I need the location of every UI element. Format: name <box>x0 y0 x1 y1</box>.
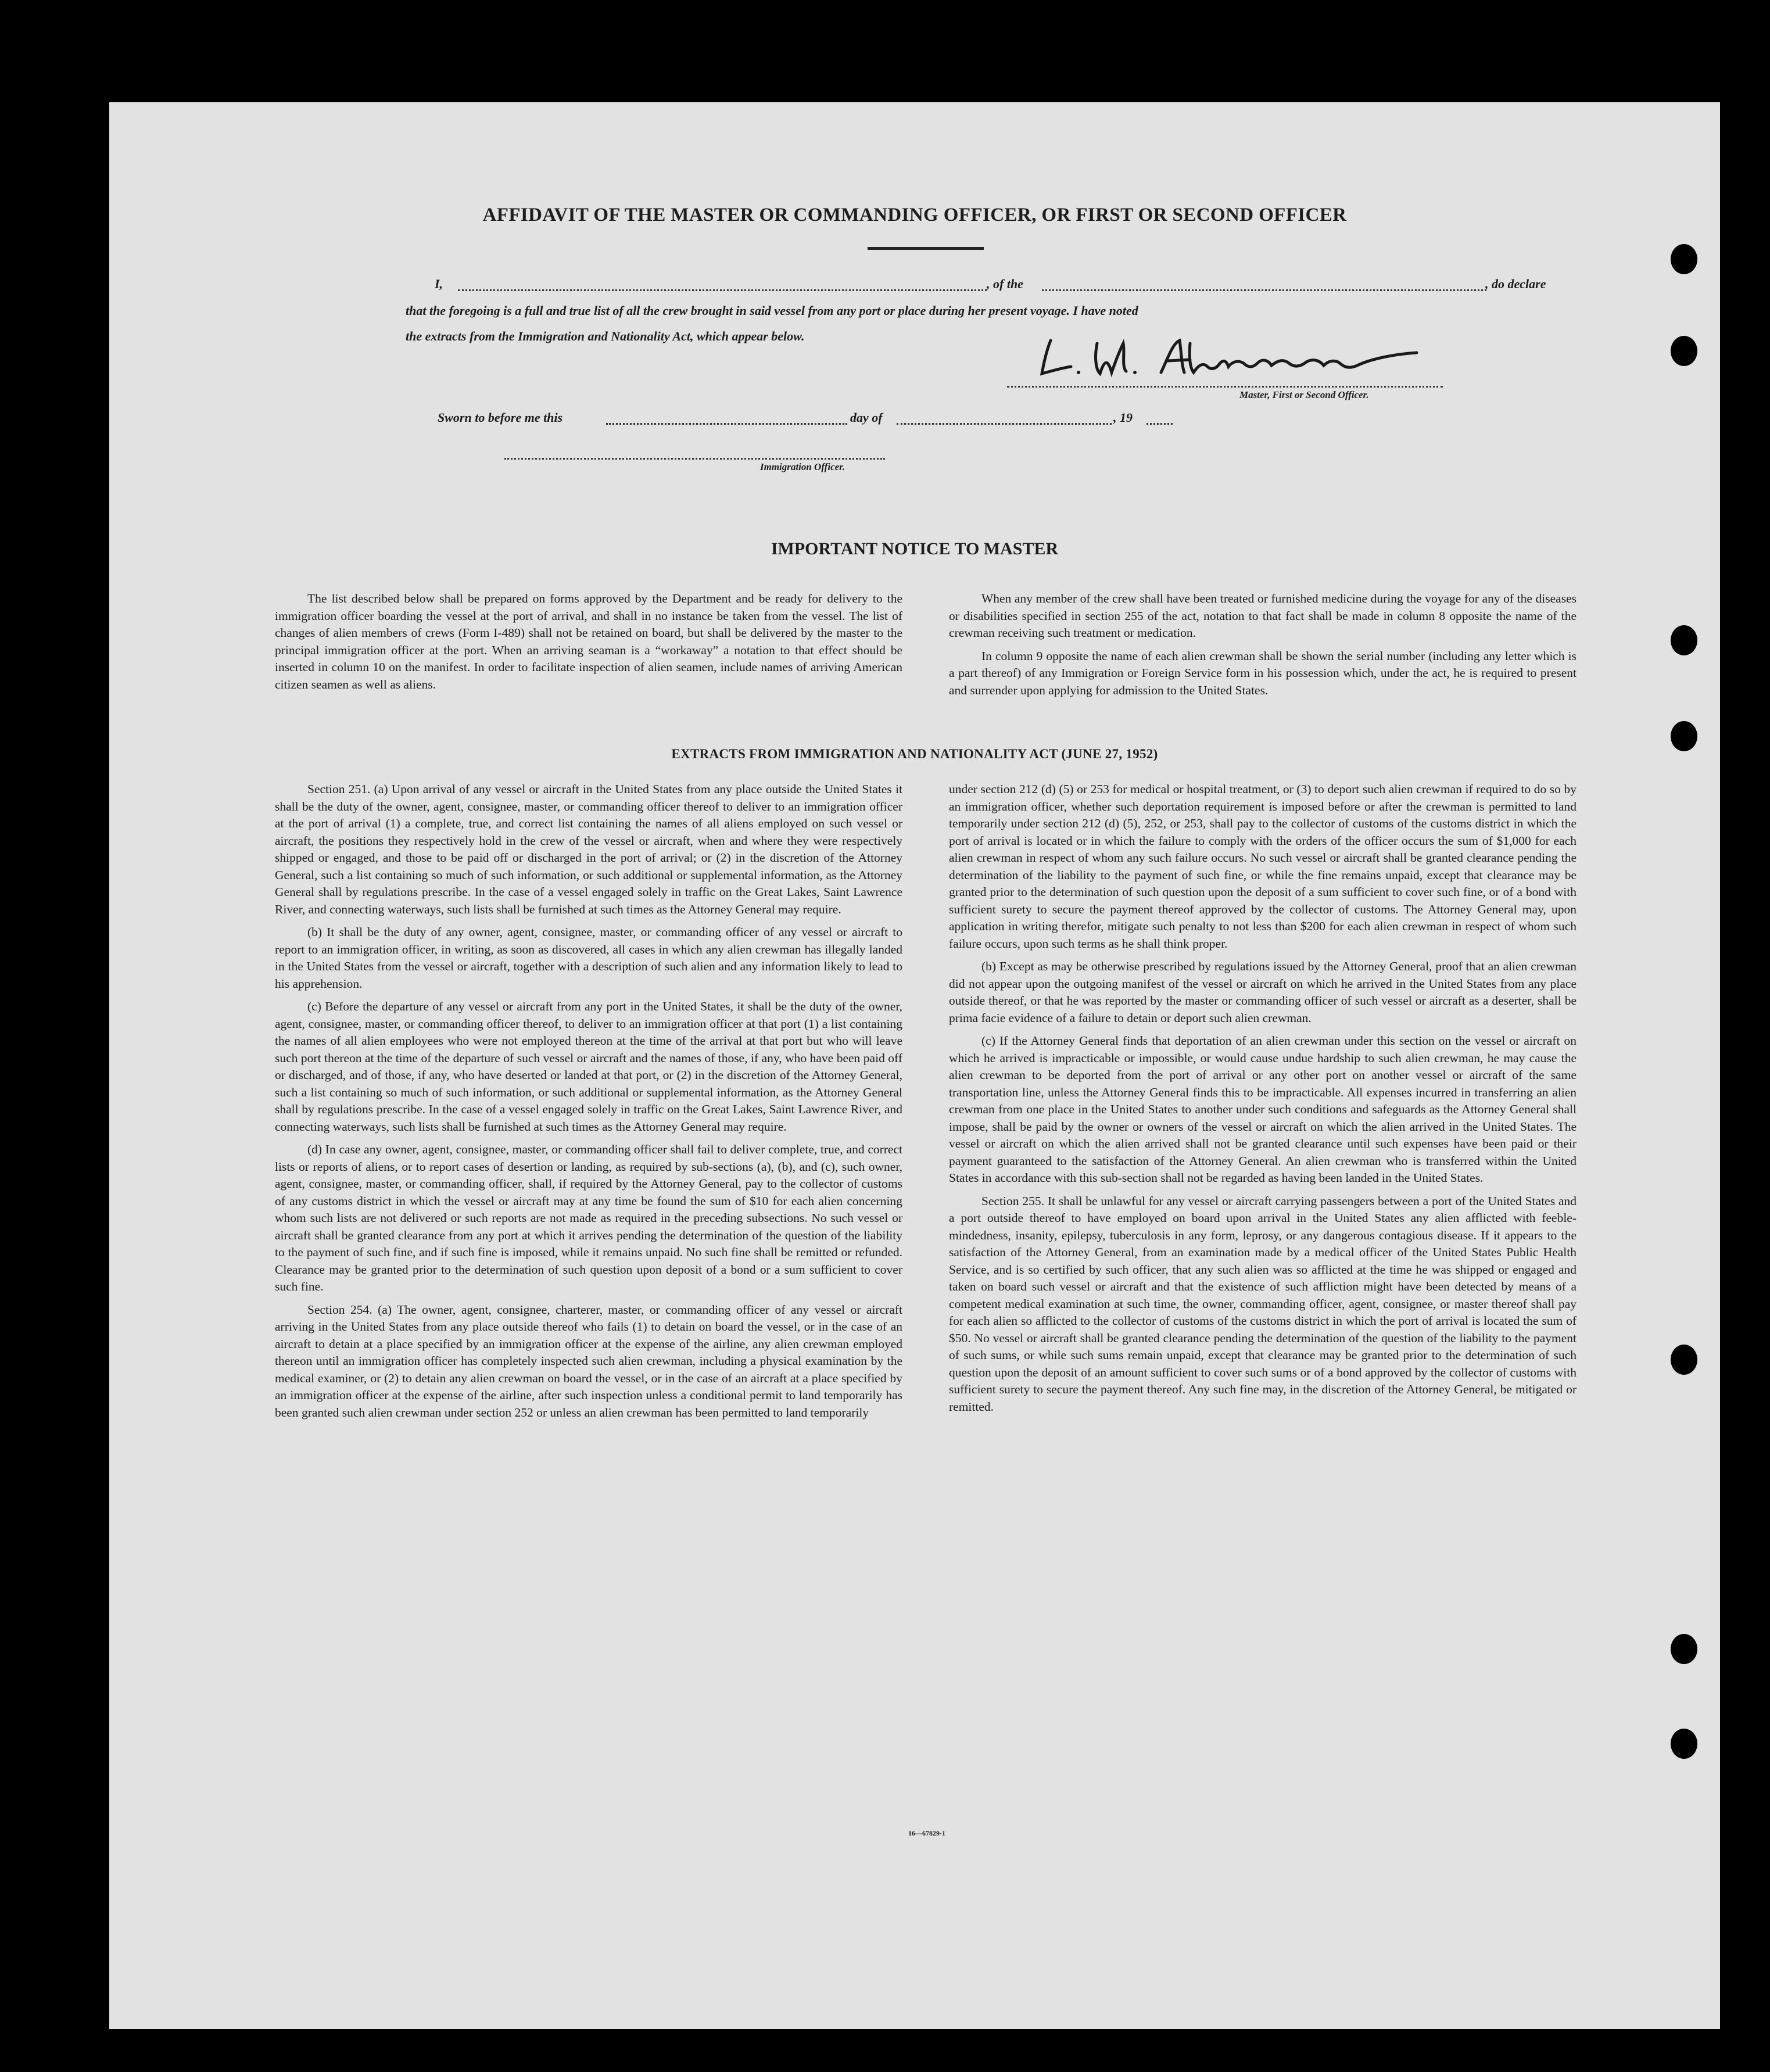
notice-title: IMPORTANT NOTICE TO MASTER <box>771 539 1059 558</box>
binder-hole <box>1671 1729 1697 1759</box>
binder-hole <box>1671 336 1697 366</box>
signature-line <box>1007 386 1443 388</box>
sworn-label: Sworn to before me this <box>438 410 563 425</box>
section-paragraph: (c) If the Attorney General finds that deportation of an alien crewman under this section on the vessel or aircraft on which he arrived is impracticable or impossible, or would cause undue hardship to such alien crewman, he may cause the alien crewman to be deported from the port of arrival or any other port on another vessel or aircraft of the same transportation line, unless the Attorney General finds this to be impracticable. All expenses incurred in transferring an alien crewman from one place in the United States to another under such conditions and safeguards as the Attorney General shall impose, shall be paid by the owner or owners of the vessel or aircraft on which the alien arrived in the United States. The vessel or aircraft on which the alien arrived shall not be granted clearance until such expenses have been paid or their payment guaranteed to the satisfaction of the Attorney General. An alien crewman who is transferred within the United States in accordance with this sub-section shall not be regarded as having been landed in the United States. <box>949 1034 1576 1185</box>
binder-hole <box>1671 1634 1697 1664</box>
section-paragraph: (c) Before the departure of any vessel or aircraft from any port in the United States, it shall be the duty of the owner, agent, consignee, master, or commanding officer thereof, to deliver to an immigration officer at that port (1) a list containing the names of all alien employees who were not employed thereon at the time of the arrival at that port but who will leave such port thereon at the time of the departure of such vessel or aircraft and the names of those, if any, who have been paid off or discharged, and of those, if any, who have deserted or landed at that port, or (2) in the discretion of the Attorney General, such a list containing so much of such information, or such additional or supplemental information, as the Attorney General shall by regulations prescribe. In the case of a vessel engaged solely in traffic on the Great Lakes, Saint Lawrence River, and connecting waterways, such lists shall be furnished at such times as the Attorney General may require. <box>275 999 902 1134</box>
extracts-right-column <box>949 781 1576 1421</box>
notice-paragraph: In column 9 opposite the name of each alien crewman shall be shown the serial number (including any letter which is a part thereof) of any Immigration or Foreign Service form in his possession which, under the act, he is required to present and surrender upon applying for admission to the United States. <box>949 648 1576 697</box>
do-declare-label: , do declare <box>1485 277 1546 291</box>
binder-hole <box>1671 1345 1697 1375</box>
notice-paragraph: The list described below shall be prepared on forms approved by the Department and be ready for delivery to the immigration officer boarding the vessel at the port of arrival, and shall in no instance be taken from the vessel. The list of changes of alien members of crews (Form I-489) shall not be retained on board, but shall be delivered by the master to the principal immigration officer at the port. When an arriving seaman is a “workaway” a notation to that effect should be inserted in column 10 on the manifest. In order to facilitate inspection of alien seamen, include names of arriving American citizen seamen as well as aliens. <box>275 592 902 691</box>
section-paragraph: (d) In case any owner, agent, consignee, master, or commanding officer shall fail to deliver complete, true, and correct lists or reports of aliens, or to report cases of desertion or landing, as required by sub-sections (a), (b), and (c), such owner, agent, consignee, master, or commanding officer, shall, if required by the Attorney General, pay to the collector of customs of any customs district in which the vessel or aircraft may at any time be found the sum of $10 for each alien concerning whom such lists are not delivered or such reports are not made as required in the preceding subsections. No such vessel or aircraft shall be granted clearance from any port at which it arrives pending the determination of the question of the liability to the payment of such fine, and if such fine is imposed, while it remains unpaid. No such fine shall be remitted or refunded. Clearance may be granted prior to the determination of such question upon deposit of a bond or a sum sufficient to cover such fine. <box>275 1142 902 1293</box>
affidavit-title: AFFIDAVIT OF THE MASTER OR COMMANDING OFFICER, OR FIRST OR SECOND OFFICER <box>482 205 1347 225</box>
year-label: , 19 <box>1113 410 1133 425</box>
section-paragraph: Section 251. (a) Upon arrival of any vessel or aircraft in the United States from any place outside the United States it shall be the duty of the owner, agent, consignee, master, or commanding officer thereof to deliver to an immigration officer at the port of arrival (1) a complete, true, and correct list containing the names of all aliens employed on such vessel or aircraft, the positions they respectively hold in the crew of the vessel or aircraft, when and where they were respectively shipped or engaged, and those to be paid off or discharged in the port of arrival; or (2) in the discretion of the Attorney General, such a list containing so much of such information, or such additional or supplemental information, as the Attorney General shall by regulations prescribe. In the case of a vessel engaged solely in traffic on the Great Lakes, Saint Lawrence River, and connecting waterways, such lists shall be furnished at such times as the Attorney General may require. <box>275 782 902 916</box>
extracts-title: EXTRACTS FROM IMMIGRATION AND NATIONALITY ACT (JUNE 27, 1952) <box>671 747 1158 761</box>
form-code: 16—67829-1 <box>908 1829 945 1837</box>
extracts-left-column <box>275 781 902 1427</box>
vessel-blank-line <box>1042 289 1486 291</box>
officer-signature-line <box>504 458 885 460</box>
binder-hole <box>1671 721 1697 751</box>
of-the-label: , of the <box>987 277 1023 291</box>
master-label: Master, First or Second Officer. <box>1239 389 1369 400</box>
year-blank-line <box>1146 423 1173 425</box>
month-blank-line <box>897 423 1112 425</box>
document-page <box>109 102 1720 2029</box>
notice-right-column <box>949 590 1576 705</box>
section-paragraph: Section 255. It shall be unlawful for any vessel or aircraft carrying passengers between a port of the United States and a port outside thereof to have employed on board upon arrival in the United States any alien afflicted with feeble-mindedness, insanity, epilepsy, tuberculosis in any form, leprosy, or any dangerous contagious disease. If it appears to the satisfaction of the Attorney General, from an examination made by a medical officer of the United States Public Health Service, and is so certified by such officer, that any such alien was so afflicted at the time he was shipped or engaged and taken on board such vessel or aircraft and that the existence of such affliction might have been detected by means of a competent medical examination at such time, the owner, commanding officer, agent, consignee, or master thereof shall pay for each alien so afflicted to the collector of customs of the customs district in which the port of arrival is located the sum of $50. No vessel or aircraft shall be granted clearance pending the determination of the question of the liability to the payment of such sums, or while such sums remain unpaid, except that clearance may be granted prior to the determination of such question upon the deposit of an amount sufficient to cover such sums or of a bond approved by the collector of customs with sufficient surety to secure the payment thereof. Any such fine may, in the discretion of the Attorney General, be mitigated or remitted. <box>949 1193 1576 1414</box>
affidavit-statement-1: that the foregoing is a full and true list of all the crew brought in said vessel from any port or place during her present voyage. I have noted <box>406 303 1138 318</box>
section-paragraph: under section 212 (d) (5) or 253 for medical or hospital treatment, or (3) to deport such alien crewman if required to do so by an immigration officer, whether such deportation requirement is imposed before or after the crewman is permitted to land temporarily under section 212 (d) (5), 252, or 253, shall pay to the collector of customs of the customs district in which the port of arrival is located or in which the failure to comply with the orders of the officer occurs the sum of $1,000 for each alien crewman in respect of whom any such failure occurs. No such vessel or aircraft shall be granted clearance pending the determination of the liability to the payment of such fine, or while the fine remains unpaid, except that clearance may be granted prior to the determination of such question upon the deposit of a sum sufficient to cover such fine, or of a bond with sufficient surety to secure the payment thereof approved by the collector of customs. The Attorney General may, upon application in writing therefor, mitigate such penalty to not less than $200 for each alien crewman in respect of whom such failure occurs, upon such terms as he shall think proper. <box>949 782 1576 951</box>
binder-hole <box>1671 625 1697 655</box>
section-paragraph: (b) It shall be the duty of any owner, agent, consignee, master, or commanding officer of any vessel or aircraft to report to an immigration officer, in writing, as soon as discovered, all cases in which any alien crewman has illegally landed in the United States from the vessel or aircraft, together with a description of such alien and any information likely to lead to his apprehension. <box>275 925 902 991</box>
master-signature <box>1016 326 1434 390</box>
notice-paragraph: When any member of the crew shall have been treated or furnished medicine during the voyage for any of the diseases or disabilities specified in section 255 of the act, notation to that fact shall be made in column 8 opposite the name of the crewman receiving such treatment or medication. <box>949 592 1576 640</box>
notice-left-column <box>275 590 902 699</box>
sworn-day-line <box>606 423 847 425</box>
title-rule <box>868 247 984 250</box>
immigration-officer-label: Immigration Officer. <box>760 461 845 472</box>
section-paragraph: (b) Except as may be otherwise prescribed by regulations issued by the Attorney General, proof that an alien crewman did not appear upon the outgoing manifest of the vessel or aircraft on which he arrived in the United States from any place outside thereof, or that he was reported by the master or commanding officer of such vessel or aircraft as a deserter, shall be prima facie evidence of a failure to detain or deport such alien crewman. <box>949 959 1576 1025</box>
day-of-label: day of <box>850 410 883 425</box>
affidavit-i-label: I, <box>435 277 443 291</box>
name-blank-line <box>458 289 987 291</box>
section-paragraph: Section 254. (a) The owner, agent, consignee, charterer, master, or commanding officer of any vessel or aircraft arriving in the United States from any place outside thereof who fails (1) to detain on board the vessel, or in the case of an aircraft to detain at a place specified by an immigration officer at the expense of the airline, any alien crewman employed thereon until an immigration officer has completely inspected such alien crewman, including a physical examination by the medical examiner, or (2) to detain any alien crewman on board the vessel, or in the case of an aircraft at a place specified by an immigration officer at the expense of the airline, after such inspection unless a conditional permit to land temporarily has been granted such alien crewman under section 252 or unless an alien crewman has been permitted to land temporarily <box>275 1302 902 1419</box>
binder-hole <box>1671 244 1697 274</box>
affidavit-statement-2: the extracts from the Immigration and Nationality Act, which appear below. <box>406 329 805 343</box>
